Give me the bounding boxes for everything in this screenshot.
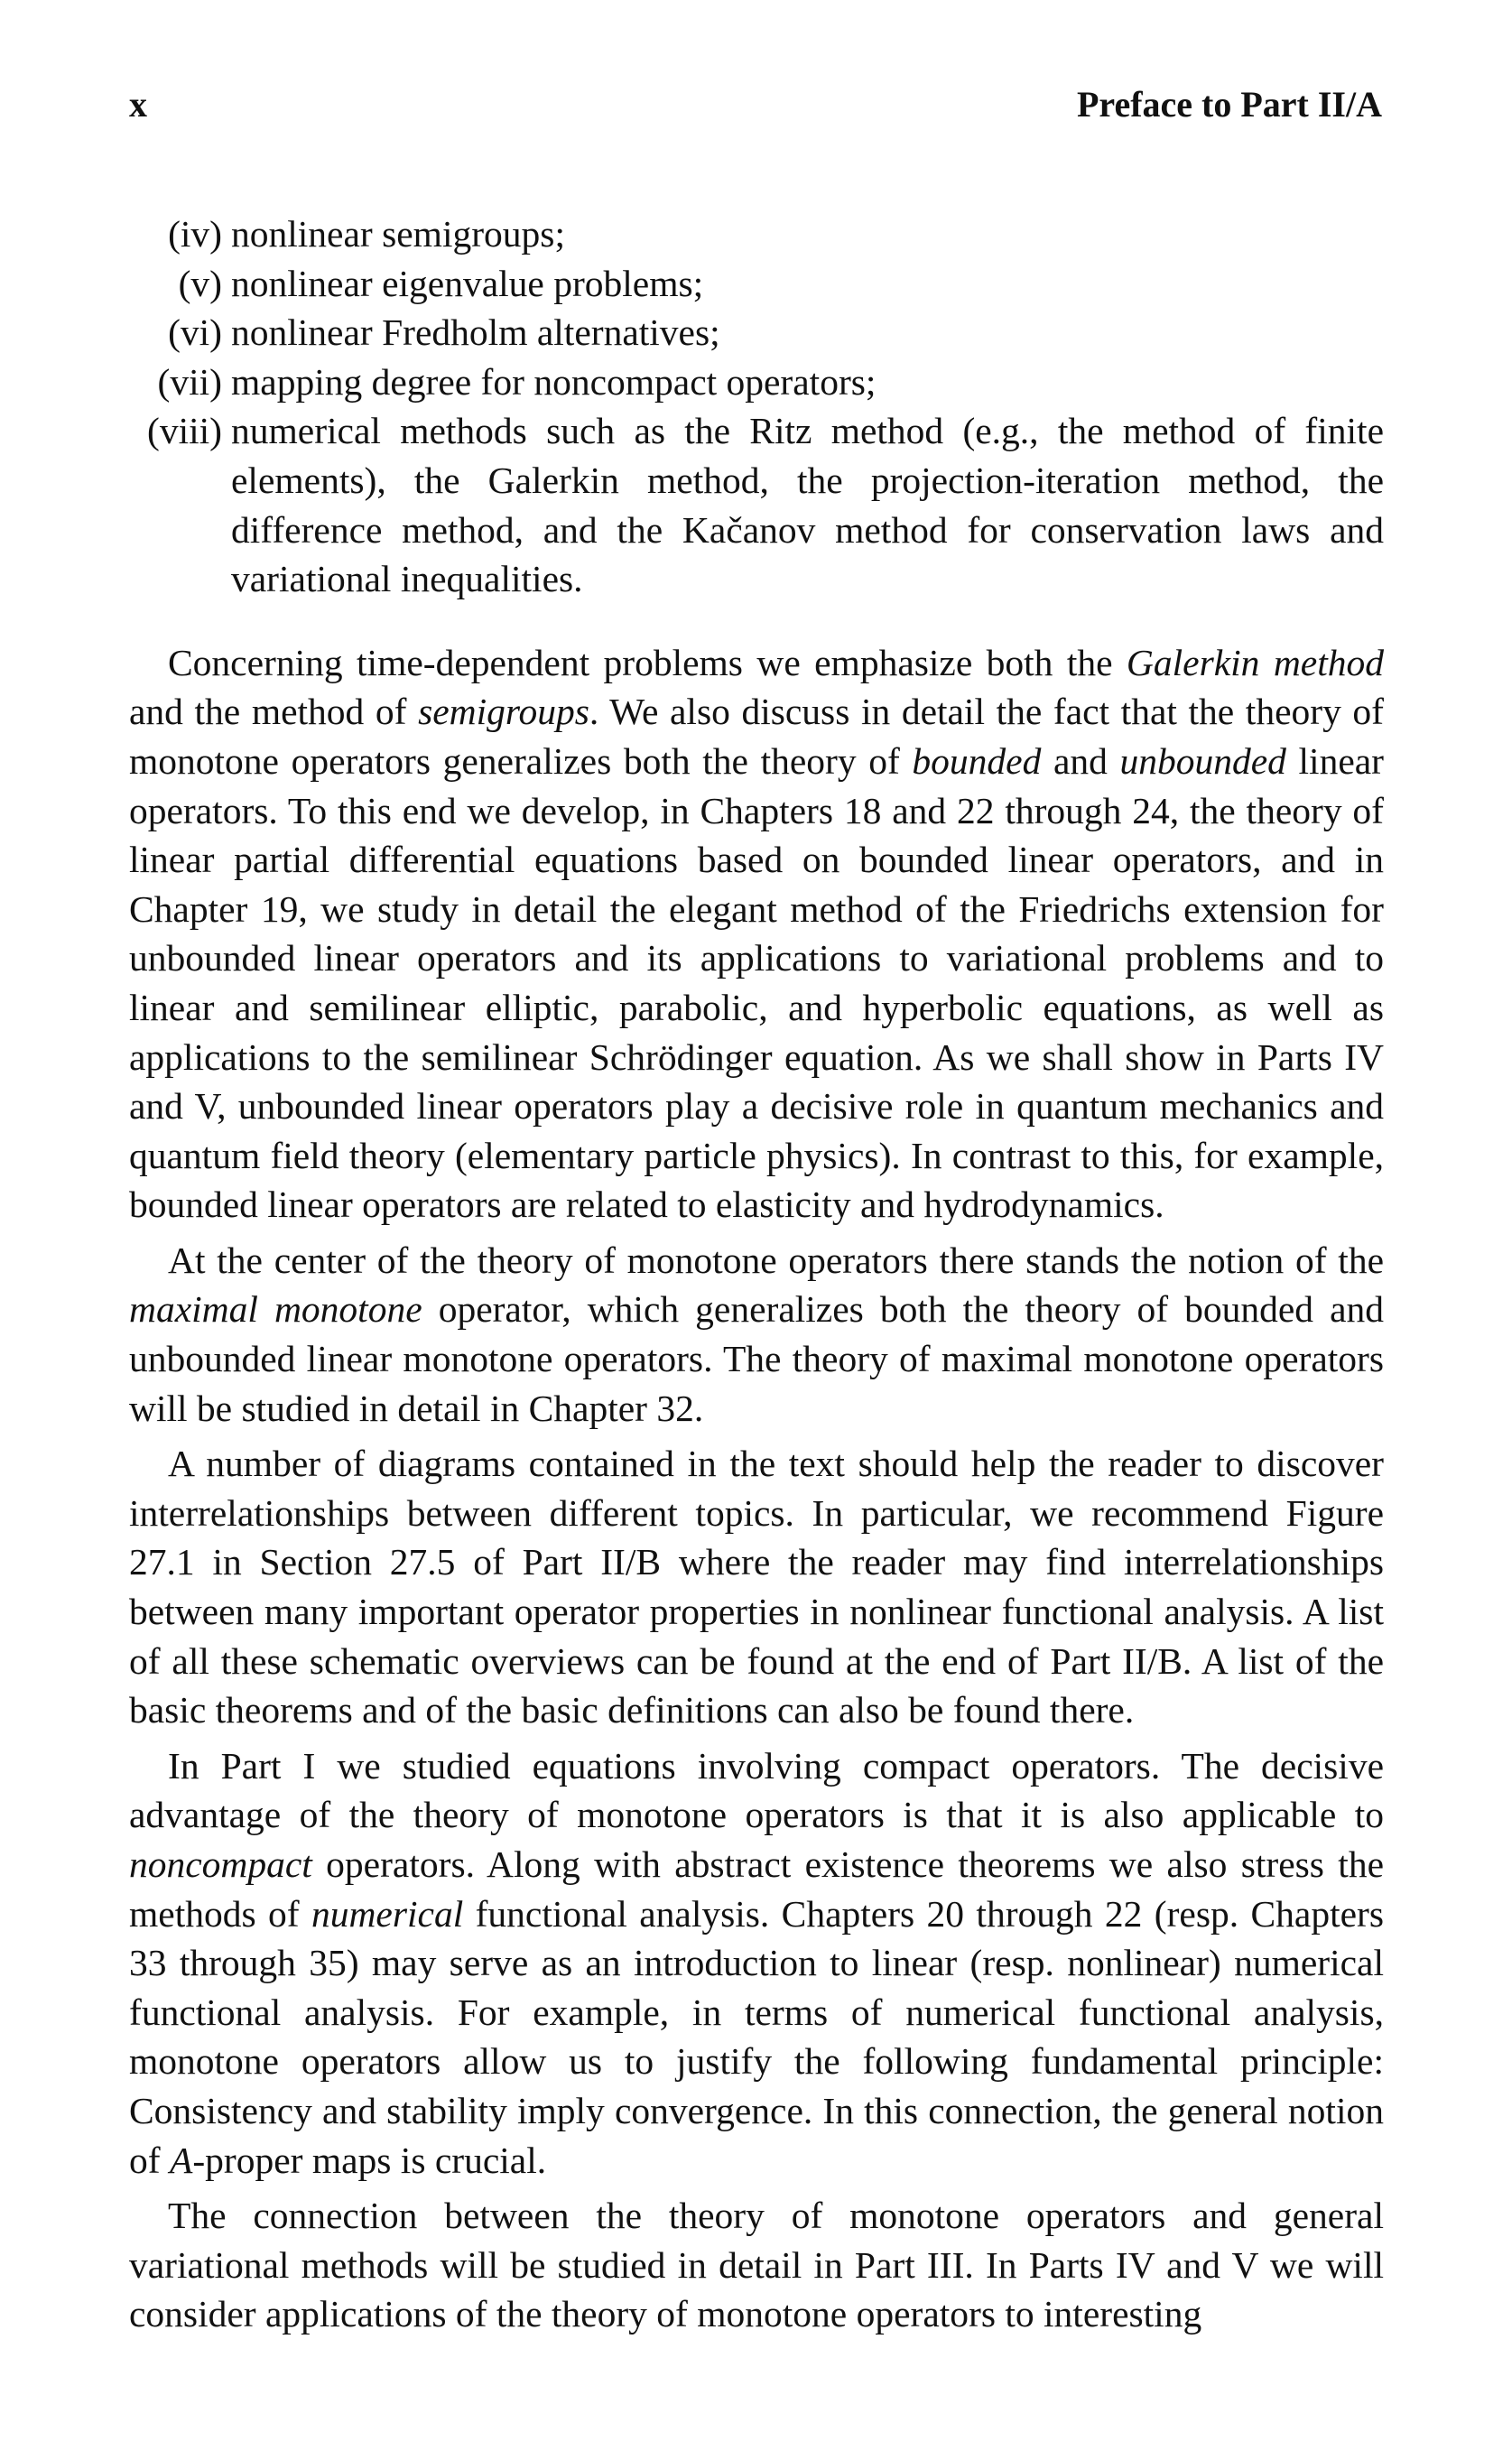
- paragraph-text: operators. Along with abstract existence theorems we also stress the methods of: [129, 1843, 1384, 1935]
- emphasis-text: A: [169, 2139, 193, 2181]
- list-item: [129, 357, 1384, 407]
- page-body: [129, 209, 1384, 2345]
- list-item-number: (vii): [157, 360, 222, 403]
- list-item-text: numerical methods such as the Ritz method (e.g., the method of finite elements), the Galerkin method, the projection-iteration method, the difference method, and the Kačanov method for conservation laws and variational inequalities.: [231, 410, 1384, 600]
- page-number: x: [129, 84, 147, 125]
- paragraph-compact-operators: [129, 1741, 1384, 2185]
- paragraph-text: At the center of the theory of monotone operators there stands the notion of the: [168, 1239, 1384, 1281]
- list-item-text: nonlinear Fredholm alternatives;: [231, 311, 720, 354]
- list-item-number: (iv): [168, 213, 222, 255]
- emphasis-text: maximal monotone: [129, 1288, 422, 1331]
- paragraph-text: Concerning time-dependent problems we emphasize both the: [168, 641, 1127, 683]
- list-item-text: nonlinear eigenvalue problems;: [231, 262, 704, 304]
- list-item: [129, 259, 1384, 309]
- running-header: [129, 83, 1382, 128]
- paragraph-text: The connection between the theory of monotone operators and general variational methods will be studied in detail in Part III. In Parts IV and V we will consider applications of the theory of monotone operators to interesting: [129, 2195, 1384, 2335]
- list-item-text: nonlinear semigroups;: [231, 213, 565, 255]
- paragraph-text: . We also discuss in detail the fact that the theory of monotone operators generalizes both the theory of: [129, 691, 1384, 782]
- emphasis-text: Galerkin method: [1126, 641, 1384, 683]
- paragraph-text: operator, which generalizes both the theory of bounded and unbounded linear monotone operators. The theory of maximal monotone operators will be studied in detail in Chapter 32.: [129, 1288, 1384, 1429]
- topic-list: [129, 209, 1384, 604]
- emphasis-text: unbounded: [1119, 739, 1286, 782]
- list-item: [129, 209, 1384, 259]
- paragraph-text: functional analysis. Chapters 20 through 22 (resp. Chapters 33 through 35) may serve as an introduction to linear (resp. nonlinear) numerical functional analysis. For example, in terms of numerical functional analysis, monotone operators allow us to justify the following fundamental principle: Consistency and stability imply convergence. In this connection, the general notion of: [129, 1892, 1384, 2181]
- paragraph-text: linear operators. To this end we develop, in Chapters 18 and 22 through 24, the theory of linear partial differential equations based on bounded linear operators, and in Chapter 19, we study in detail the elegant method of the Friedrichs extension for unbounded linear operators and its applications to variational problems and to linear and semilinear elliptic, parabolic, and hyperbolic equations, as well as applications to the semilinear Schrödinger equation. As we shall show in Parts IV and V, unbounded linear operators play a decisive role in quantum mechanics and quantum field theory (elementary particle physics). In contrast to this, for example, bounded linear operators are related to elasticity and hydrodynamics.: [129, 739, 1384, 1226]
- paragraph-variational-methods: [129, 2191, 1384, 2339]
- paragraph-diagrams: [129, 1439, 1384, 1735]
- emphasis-text: bounded: [912, 739, 1042, 782]
- paragraph-text: and: [1041, 739, 1120, 782]
- emphasis-text: numerical: [311, 1892, 464, 1935]
- list-spacer: [129, 604, 1384, 638]
- paragraph-text: and the method of: [129, 691, 419, 733]
- list-item: [129, 308, 1384, 357]
- paragraph-text: A number of diagrams contained in the text should help the reader to discover interrelationships between different topics. In particular, we recommend Figure 27.1 in Section 27.5 of Part II/B where the reader may find interrelationships between many important operator properties in nonlinear functional analysis. A list of all these schematic overviews can be found at the end of Part II/B. A list of the basic theorems and of the basic definitions can also be found there.: [129, 1443, 1384, 1731]
- list-item: [129, 406, 1384, 603]
- list-item-number: (vi): [168, 311, 222, 354]
- emphasis-text: noncompact: [129, 1843, 312, 1885]
- list-item-text: mapping degree for noncompact operators;: [231, 360, 877, 403]
- list-item-number: (viii): [147, 410, 222, 452]
- list-item-number: (v): [178, 262, 222, 304]
- paragraph-text: -proper maps is crucial.: [192, 2139, 547, 2181]
- paragraph-maximal-monotone: [129, 1236, 1384, 1433]
- paragraph-time-dependent: [129, 638, 1384, 1230]
- paragraph-text: In Part I we studied equations involving compact operators. The decisive advantage of the theory of monotone operators is that it is also applicable to: [129, 1744, 1384, 1836]
- running-title: Preface to Part II/A: [1076, 84, 1382, 125]
- emphasis-text: semigroups: [418, 691, 589, 733]
